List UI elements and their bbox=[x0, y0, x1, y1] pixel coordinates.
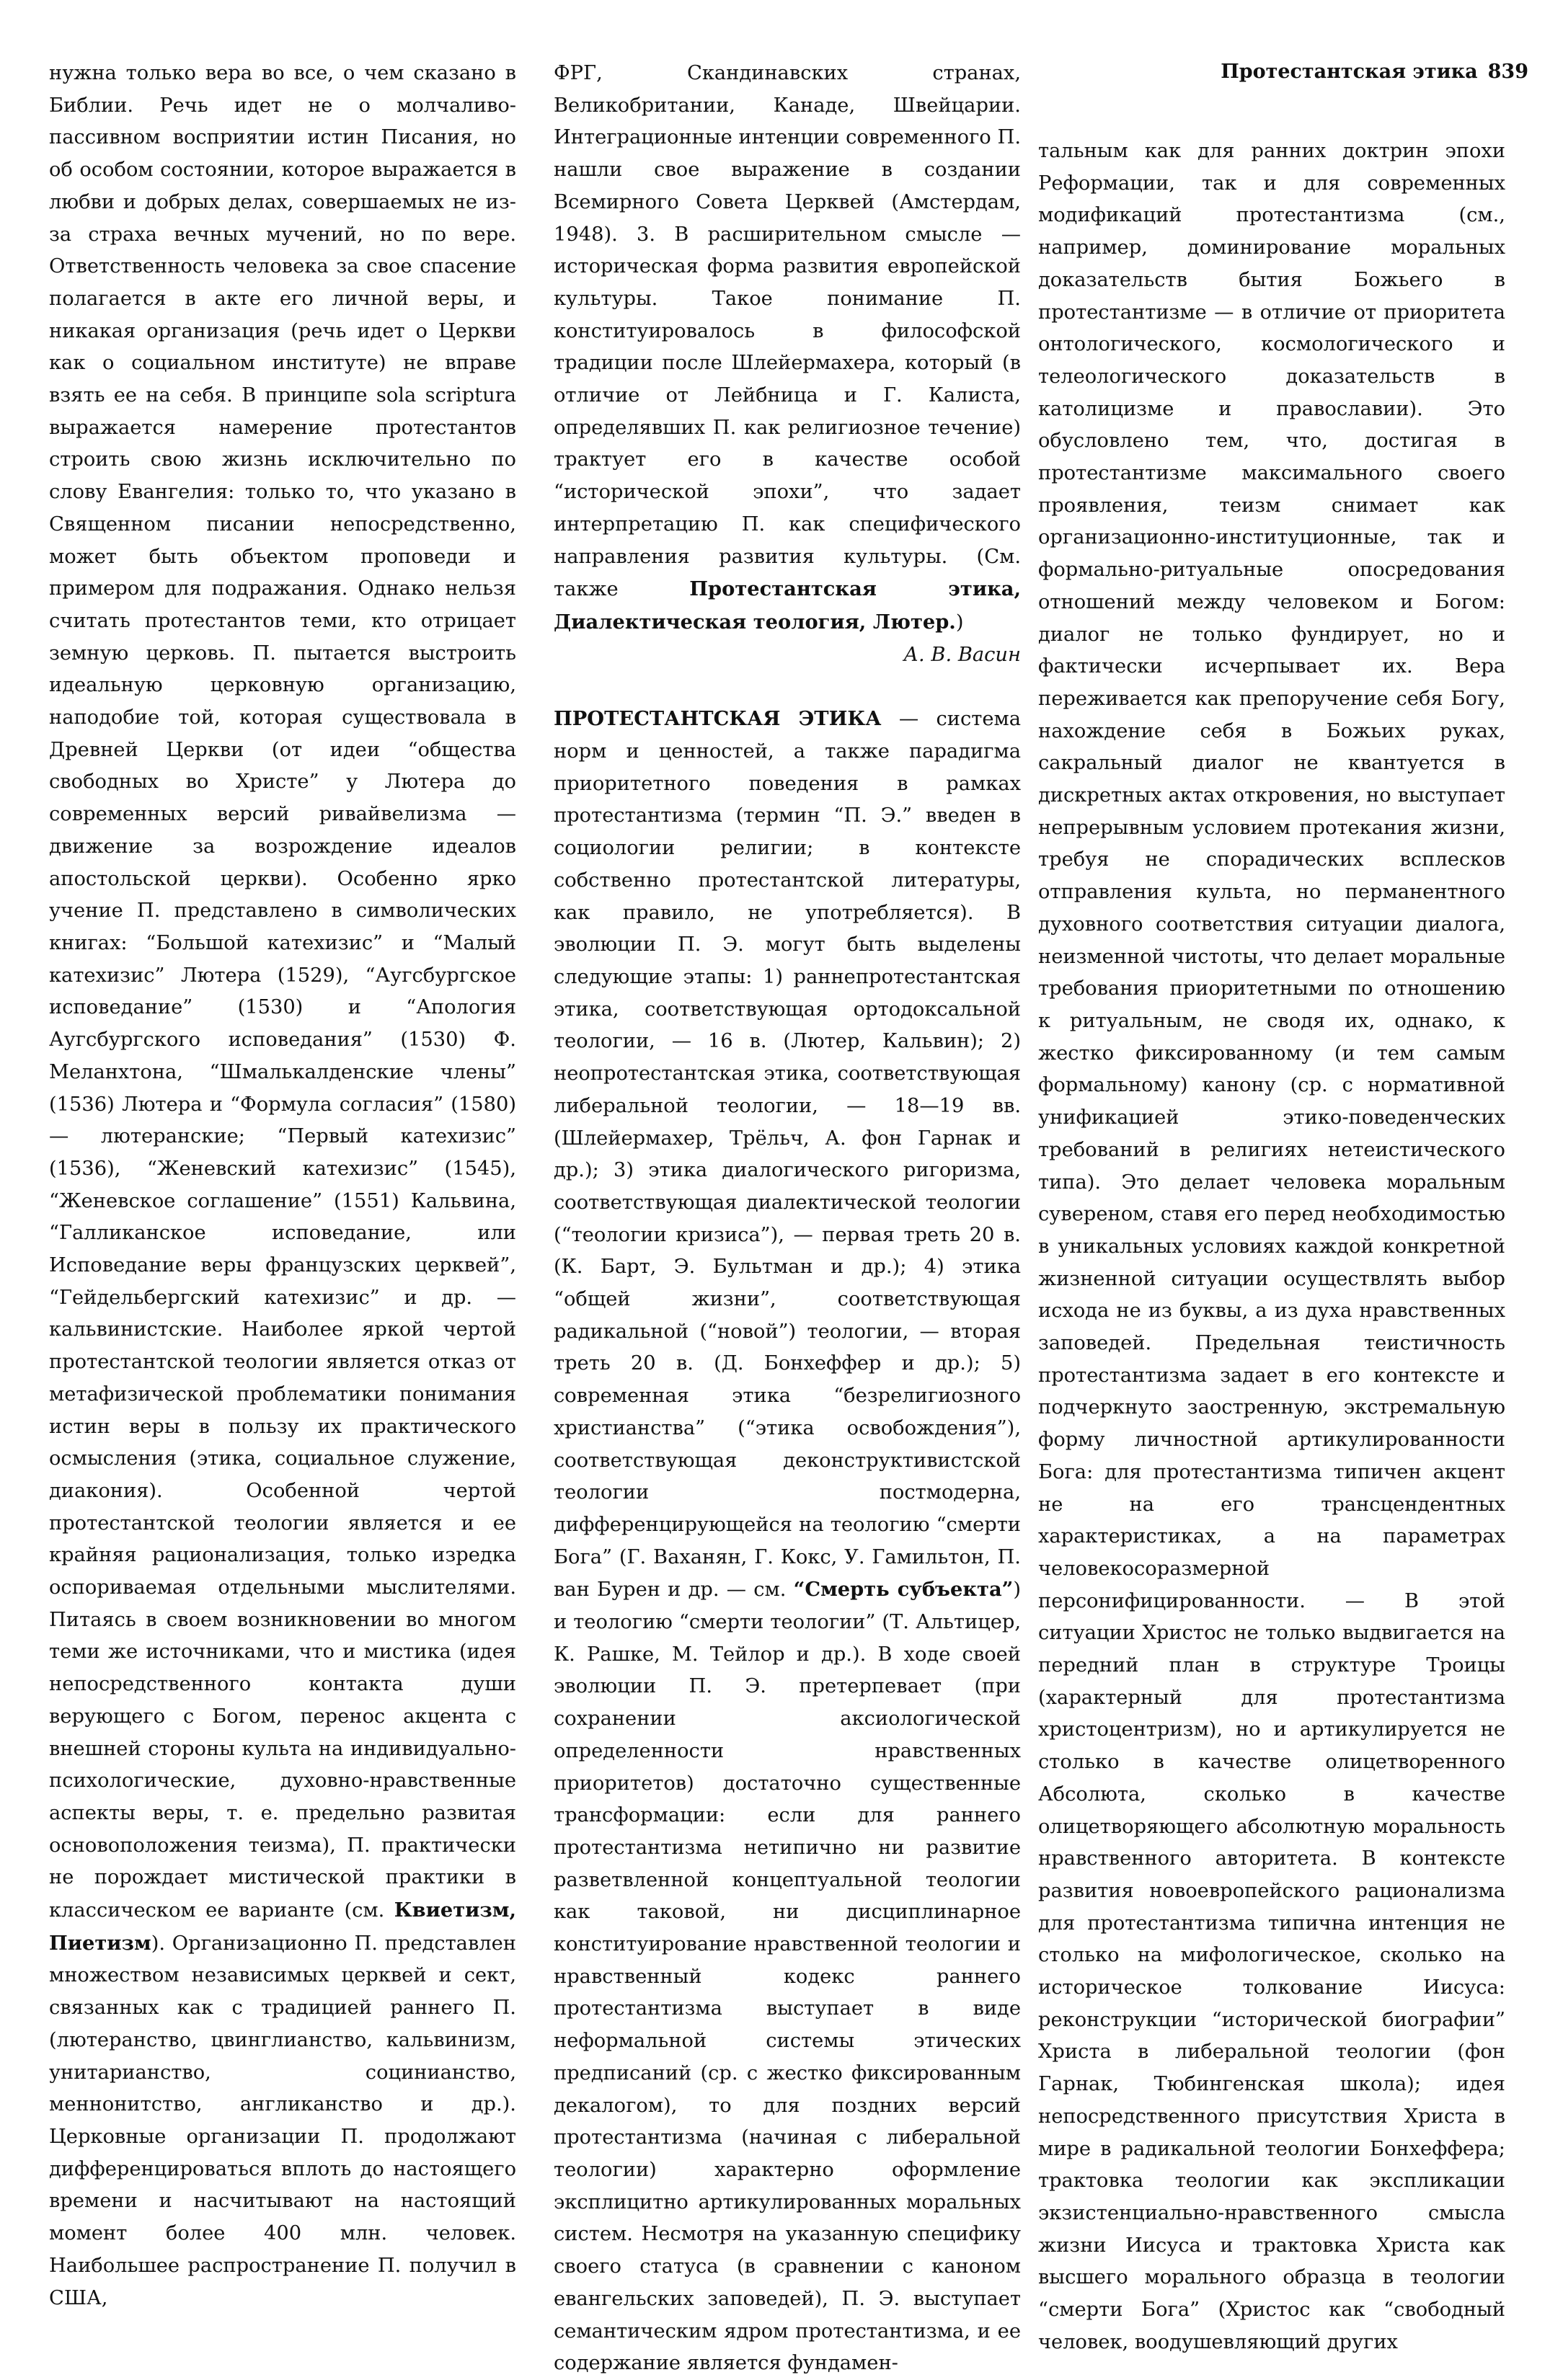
cross-reference: “Смерть субъекта” bbox=[793, 1578, 1014, 1602]
running-header bbox=[1015, 61, 1528, 83]
entry-gap bbox=[554, 671, 1021, 703]
paragraph: тальным как для ранних доктрин эпохи Реформации, так и для современных модификаций протестантизма (см., например, доминирование моральных доказательств бытия Божьего в протестантизме — в отличие от приоритета онтологического, космологического и телеологического доказательств в католицизме и православии). Это обусловлено тем, что, достигая в протестантизме максимального своего проявления, теизм снимает как организационно-институционные, так и формально-ритуальные опосредования отношений между человеком и Богом: диалог не только фундирует, но и фактически исчерпывает их. Вера переживается как препоручение себя Богу, нахождение себя в Божьих руках, сакральный диалог не квантуется в дискретных актах откровения, но выступает непрерывным условием протекания жизни, требуя не спорадических всплесков отправления культа, но перманентного духовного соответствия ситуации диалога, неизменной чистоты, что делает моральные требования приоритетными по отношению к ритуальным, не сводя их, однако, к жестко фиксированному (и тем самым формальному) канону (ср. с нормативной унификацией этико-поведенческих требований в религиях нетеистического типа). Это делает человека моральным сувереном, ставя его перед необходимостью в уникальных условиях каждой конкретной жизненной ситуации осуществлять выбор исхода не из буквы, а из духа нравственных заповедей. Предельная теистичность протестантизма задает в его контексте и подчеркнуто заостренную, экстремальную форму личностной артикулированности Бога: для протестантизма типичен акцент не на его трансцендентных характеристиках, а на параметрах человекосоразмерной персонифицированности. — В этой ситуации Христос не только выдвигается на передний план в структуре Троицы (характерный для протестантизма христоцентризм), но и артикулируется не столько в качестве олицетворенного Абсолюта, сколько в качестве олицетворяющего абсолютную моральность нравственного авторитета. В контексте развития новоевропейского рационализма для протестантизма типична интенция не столько на мифологическое, сколько на историческое толкование Иисуса: реконструкции “исторической биографии” Христа в либеральной теологии (фон Гарнак, Тюбингенская школа); идея непосредственного присутствия Христа в мире в радикальной теологии Бонхеффера; трактовка теологии как экспликации экзистенциально-нравственного смысла жизни Иисуса и трактовка Христа как высшего морального образца в теологии “смерти Бога” (Христос как “свободный человек, воодушевляющий других bbox=[1038, 140, 1505, 2353]
page-number: 839 bbox=[1487, 61, 1528, 83]
cross-reference: Протестантская этика, Диалектическая теология, Лютер. bbox=[554, 577, 1021, 634]
body-text: ). Организационно П. представлен множеством независимых церквей и сект, связанных как с традицией раннего П. (лютеранство, цвинглианство, кальвинизм, унитарианство, социнианство, меннонитство, англиканство и др.). Церковные организации П. продолжают дифференцироваться вплоть до настоящего времени и насчитывают на настоящий момент более 400 млн. человек. Наибольшее распространение П. получил в США, bbox=[49, 1932, 516, 2309]
column-1 bbox=[49, 58, 516, 2314]
author-signature: А. В. Васин bbox=[903, 643, 1021, 666]
cross-reference: Квиетизм, Пиетизм bbox=[49, 1899, 516, 1955]
paragraph bbox=[554, 58, 1021, 639]
column-2 bbox=[554, 58, 1021, 2380]
body-text: — система норм и ценностей, а также парадигма приоритетного поведения в рамках протестантизма (термин “П. Э.” введен в социологии религии; в контексте собственно протестантской литературы, как правило, не употребляется). В эволюции П. Э. могут быть выделены следующие этапы: 1) раннепротестантская этика, соответствующая ортодоксальной теологии, — 16 в. (Лютер, Кальвин); 2) неопротестантская этика, соответствующая либеральной теологии, — 18—19 вв. (Шлейермахер, Трёльч, А. фон Гарнак и др.); 3) этика диалогического ригоризма, соответствующая диалектической теологии (“теологии кризиса”), — первая треть 20 в. (К. Барт, Э. Бультман и др.); 4) этика “общей жизни”, соответствующая радикальной (“новой”) теологии, — вторая треть 20 в. (Д. Бонхеффер и др.); 5) современная этика “безрелигиозного христианства” (“этика освобождения”), соответствующая деконструктивистской теологии постмодерна, дифференцирующейся на теологию “смерти Бога” (Г. Ваханян, Г. Кокс, У. Гамильтон, П. ван Бурен и др. — см. bbox=[554, 708, 1021, 1602]
header-title: Протестантская этика bbox=[1221, 61, 1478, 83]
column-3 bbox=[1038, 136, 1505, 2359]
entry-paragraph bbox=[554, 703, 1021, 2380]
body-text: ФРГ, Скандинавских странах, Великобритании, Канаде, Швейцарии. Интеграционные интенции современного П. нашли свое выражение в создании Всемирного Совета Церквей (Амстердам, 1948). 3. В расширительном смысле — историческая форма развития европейской культуры. Такое понимание П. конституировалось в философской традиции после Шлейермахера, который (в отличие от Лейбница и Г. Калиста, определявших П. как религиозное течение) трактует его в качестве особой “исторической эпохи”, что задает интерпретацию П. как специфического направления развития культуры. (См. также bbox=[554, 62, 1021, 601]
body-text: ) bbox=[955, 610, 964, 634]
entry-headword: ПРОТЕСТАНТСКАЯ ЭТИКА bbox=[554, 707, 882, 731]
paragraph bbox=[49, 58, 516, 2314]
body-text: нужна только вера во все, о чем сказано в Библии. Речь идет не о молчаливо-пассивном восприятии истин Писания, но об особом состоянии, которое выражается в любви и добрых делах, совершаемых не из-за страха вечных мучений, но по вере. Ответственность человека за свое спасение полагается в акте его личной веры, и никакая организация (речь идет о Церкви как о социальном институте) не вправе взять ее на себя. В принципе sola scriptura выражается намерение протестантов строить свою жизнь исключительно по слову Евангелия: только то, что указано в Священном писании непосредственно, может быть объектом проповеди и примером для подражания. Однако нельзя считать протестантов теми, кто отрицает земную церковь. П. пытается выстроить идеальную церковную организацию, наподобие той, которая существовала в Древней Церкви (от идеи “общества свободных во Христе” у Лютера до современных версий ривайвелизма — движение за возрождение идеалов апостольской церкви). Особенно ярко учение П. представлено в символических книгах: “Большой катехизис” и “Малый катехизис” Лютера (1529), “Аугсбургское исповедание” (1530) и “Апология Аугсбургского исповедания” (1530) Ф. Меланхтона, “Шмалькалденские члены” (1536) Лютера и “Формула согласия” (1580) — лютеранские; “Первый катехизис” (1536), “Женевский катехизис” (1545), “Женевское соглашение” (1551) Кальвина, “Галликанское исповедание, или Исповедание веры французских церквей”, “Гейдельбергский катехизис” и др. — кальвинистские. Наиболее яркой чертой протестантской теологии является отказ от метафизической проблематики понимания истин веры в пользу их практического осмысления (этика, социальное служение, диакония). Особенной чертой протестантской теологии является и ее крайняя рационализация, только изредка оспориваемая отдельными мыслителями. Питаясь в своем возникновении во многом теми же источниками, что и мистика (идея непосредственного контакта души верующего с Богом, перенос акцента с внешней стороны культа на индивидуально-психологические, духовно-нравственные аспекты веры, т. е. предельно развитая основоположения теизма), П. практически не порождает мистической практики в классическом ее варианте (см. bbox=[49, 62, 516, 1922]
body-text: ) и теологию “смерти теологии” (Т. Альтицер, К. Рашке, М. Тейлор и др.). В ходе своей эволюции П. Э. претерпевает (при сохранении аксиологической определенности нравственных приоритетов) достаточно существенные трансформации: если для раннего протестантизма нетипично ни развитие разветвленной концептуальной теологии как таковой, ни дисциплинарное конституирование нравственной теологии и нравственный кодекс раннего протестантизма выступает в виде неформальной системы этических предписаний (ср. с жестко фиксированным декалогом), то для поздних версий протестантизма (начиная с либеральной теологии) характерно оформление эксплицитно артикулированных моральных систем. Несмотря на указанную специфику своего статуса (в сравнении с каноном евангельских заповедей), П. Э. выступает семантическим ядром протестантизма, и ее содержание является фундамен- bbox=[554, 1578, 1021, 2375]
